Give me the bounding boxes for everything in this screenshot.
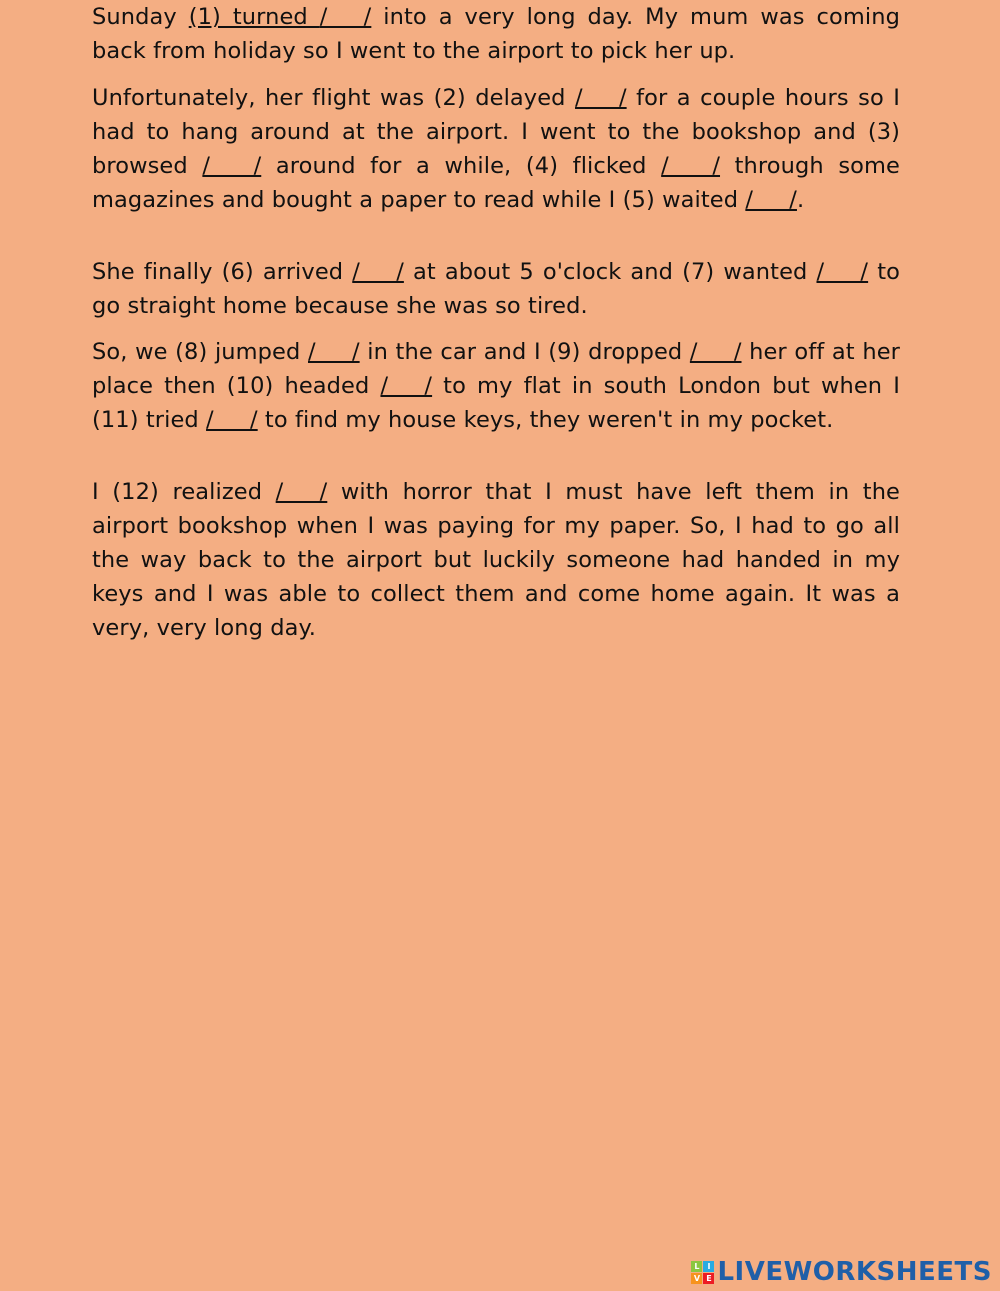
- text: into a very long day. My mum was coming back from holiday so I went to the airport to pick her up.: [92, 4, 900, 64]
- text: Unfortunately, her flight was (2) delayed: [92, 85, 575, 111]
- liveworksheets-logo: [691, 1257, 992, 1287]
- answer-blank-6[interactable]: / /: [352, 259, 404, 285]
- paragraph-2: [92, 81, 900, 217]
- paragraph-1: [92, 0, 900, 68]
- answer-blank-9[interactable]: / /: [689, 339, 742, 365]
- answer-blank-4[interactable]: / /: [661, 153, 721, 179]
- answer-blank-8[interactable]: / /: [308, 339, 360, 365]
- paragraph-5: [92, 475, 900, 645]
- text: for a couple hours so I had to hang around at the airport. I went to the bookshop and (3) browsed: [92, 85, 900, 179]
- text: .: [796, 187, 805, 213]
- logo-text: LIVEWORKSHEETS: [717, 1257, 992, 1287]
- answer-blank-12[interactable]: / /: [275, 479, 328, 505]
- paragraph-3: [92, 255, 900, 323]
- answer-blank-10[interactable]: / /: [380, 373, 433, 399]
- text: with horror that I must have left them in the airport bookshop when I was paying for my paper. So, I had to go all the way back to the airport but luckily someone had handed in my keys and I was able to collect them and come home again. It was a very, very long day.: [92, 479, 900, 641]
- answer-blank-1[interactable]: / /: [319, 4, 372, 30]
- text: around for a while, (4) flicked: [261, 153, 662, 179]
- text: to go straight home because she was so tired.: [92, 259, 900, 319]
- text: So, we (8) jumped: [92, 339, 308, 365]
- text-underlined: (1) turned: [188, 4, 320, 30]
- answer-blank-7[interactable]: / /: [816, 259, 869, 285]
- answer-blank-2[interactable]: / /: [575, 85, 627, 111]
- text: in the car and I (9) dropped: [359, 339, 690, 365]
- answer-blank-3[interactable]: / /: [202, 153, 262, 179]
- text: to find my house keys, they weren't in my pocket.: [257, 407, 834, 433]
- logo-letter: L: [691, 1261, 702, 1272]
- answer-blank-11[interactable]: / /: [206, 407, 258, 433]
- text: her off at her place then (10) headed: [92, 339, 900, 399]
- text: Sunday: [92, 4, 189, 30]
- text: at about 5 o'clock and (7) wanted: [403, 259, 817, 285]
- paragraph-4: [92, 335, 900, 437]
- text: through some magazines and bought a paper to read while I (5) waited: [92, 153, 900, 213]
- logo-letter: E: [703, 1273, 714, 1284]
- logo-mark-icon: [691, 1261, 714, 1284]
- text: I (12) realized: [92, 479, 276, 505]
- text: She finally (6) arrived: [92, 259, 353, 285]
- logo-letter: V: [691, 1273, 702, 1284]
- text: to my flat in south London but when I (11) tried: [92, 373, 900, 433]
- logo-letter: I: [703, 1261, 714, 1272]
- answer-blank-5[interactable]: / /: [745, 187, 797, 213]
